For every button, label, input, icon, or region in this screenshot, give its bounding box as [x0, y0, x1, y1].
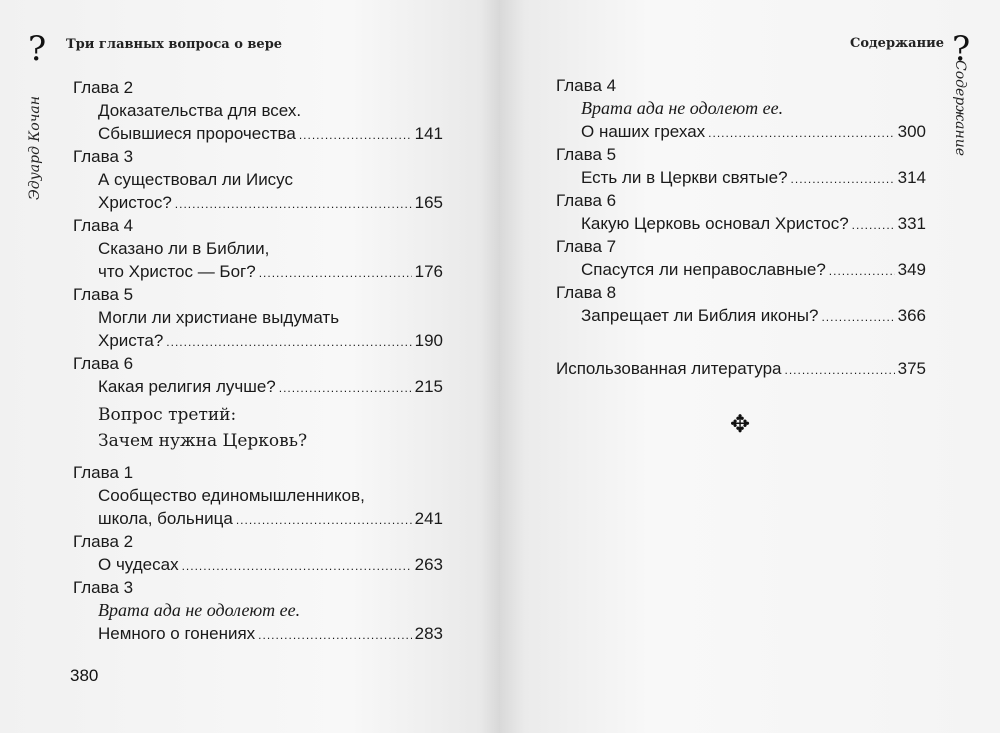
section-heading-line-1: Вопрос третий: — [98, 405, 237, 425]
toc-page-number: 165 — [414, 193, 443, 212]
toc-line — [581, 258, 926, 281]
toc-entry-title: Использованная литература — [556, 359, 782, 378]
ornament-icon: ✥ — [730, 410, 751, 438]
toc-entry-title: Христос? — [98, 193, 172, 212]
toc-line — [98, 375, 443, 398]
toc-line — [98, 306, 443, 329]
leader-dots — [166, 329, 411, 354]
toc-page-number: 190 — [414, 331, 443, 350]
section-heading — [73, 402, 443, 454]
chapter-title: Глава 2 — [73, 78, 134, 97]
leader-dots — [785, 357, 895, 382]
running-head: Содержание — [850, 36, 945, 51]
toc-list — [73, 461, 443, 645]
leader-dots — [279, 375, 412, 400]
question-mark-icon: ? — [28, 29, 47, 69]
chapter-label — [556, 143, 926, 166]
chapter-title: Глава 5 — [556, 145, 617, 164]
toc-entry-title: Спасутся ли неправославные? — [581, 260, 826, 279]
toc-line — [98, 168, 443, 191]
leader-dots — [259, 260, 412, 285]
leader-dots — [852, 212, 895, 237]
toc-page-number: 314 — [897, 168, 926, 187]
toc-line — [98, 599, 443, 622]
chapter-title: Глава 3 — [73, 578, 134, 597]
chapter-title: Глава 6 — [73, 354, 134, 373]
chapter-title: Глава 4 — [73, 216, 134, 235]
toc-page-number: 215 — [414, 377, 443, 396]
leader-dots — [708, 120, 894, 145]
toc-list — [556, 74, 926, 327]
chapter-title: Глава 1 — [73, 463, 134, 482]
chapter-label — [73, 530, 443, 553]
toc-entry-title: Какую Церковь основал Христос? — [581, 214, 849, 233]
leader-dots — [175, 191, 412, 216]
chapter-label — [556, 235, 926, 258]
toc-page-number: 300 — [897, 122, 926, 141]
leader-dots — [829, 258, 895, 283]
toc-entry-title: Сбывшиеся пророчества — [98, 124, 296, 143]
toc-page-number: 263 — [414, 555, 443, 574]
toc-line — [98, 329, 443, 352]
page-number: 380 — [70, 666, 99, 685]
chapter-label — [73, 283, 443, 306]
toc-entry-title: Врата ада не одолеют ее. — [98, 600, 301, 620]
chapter-label — [73, 461, 443, 484]
toc-list — [73, 76, 443, 398]
toc-page-number: 375 — [897, 359, 926, 378]
toc-page-number: 176 — [414, 262, 443, 281]
toc-line — [581, 304, 926, 327]
chapter-title: Глава 4 — [556, 76, 617, 95]
toc-line — [98, 191, 443, 214]
leader-dots — [182, 553, 412, 578]
chapter-title: Глава 2 — [73, 532, 134, 551]
toc-entry-title: О чудесах — [98, 555, 179, 574]
chapter-title: Глава 5 — [73, 285, 134, 304]
toc-line — [98, 507, 443, 530]
toc-entry-title: школа, больница — [98, 509, 233, 528]
toc-entry-title: Доказательства для всех. — [98, 101, 302, 120]
chapter-label — [556, 74, 926, 97]
toc-entry-title: О наших грехах — [581, 122, 706, 141]
toc-line — [98, 484, 443, 507]
toc-page-number: 349 — [897, 260, 926, 279]
chapter-label — [556, 281, 926, 304]
chapter-title: Глава 7 — [556, 237, 617, 256]
toc-line — [98, 260, 443, 283]
toc-entry-title: что Христос — Бог? — [98, 262, 256, 281]
chapter-label — [73, 214, 443, 237]
chapter-label — [556, 189, 926, 212]
toc-entry-title: А существовал ли Иисус — [98, 170, 293, 189]
toc-line — [581, 212, 926, 235]
chapter-title: Глава 8 — [556, 283, 617, 302]
toc-entry-title: Немного о гонениях — [98, 624, 256, 643]
chapter-label — [73, 352, 443, 375]
running-head: Три главных вопроса о вере — [66, 37, 283, 52]
leader-dots — [821, 304, 894, 329]
question-mark-icon: ? — [952, 29, 971, 69]
toc-line — [98, 622, 443, 645]
chapter-label — [73, 145, 443, 168]
toc-entry-title: Есть ли в Церкви святые? — [581, 168, 788, 187]
section-heading-line-2: Зачем нужна Церковь? — [98, 431, 308, 451]
toc-line — [581, 166, 926, 189]
toc-page-number: 331 — [897, 214, 926, 233]
bibliography-entry — [556, 357, 926, 380]
toc-page-number: 241 — [414, 509, 443, 528]
side-title: Содержание — [952, 59, 968, 157]
toc-line — [581, 97, 926, 120]
toc-line — [556, 357, 926, 380]
toc-line — [581, 120, 926, 143]
chapter-label — [73, 576, 443, 599]
leader-dots — [791, 166, 895, 191]
toc-entry-title: Врата ада не одолеют ее. — [581, 98, 784, 118]
toc-page-number: 366 — [897, 306, 926, 325]
toc-page-number: 283 — [414, 624, 443, 643]
toc-page-number: 141 — [414, 124, 443, 143]
side-author: Эдуард Кочан — [27, 96, 43, 200]
chapter-title: Глава 6 — [556, 191, 617, 210]
toc-line — [98, 122, 443, 145]
toc-entry-title: Могли ли христиане выдумать — [98, 308, 340, 327]
toc-entry-title: Христа? — [98, 331, 164, 350]
leader-dots — [236, 507, 412, 532]
toc-line — [98, 237, 443, 260]
toc-entry-title: Какая религия лучше? — [98, 377, 276, 396]
toc-line — [98, 553, 443, 576]
toc-entry-title: Сообщество единомышленников, — [98, 486, 365, 505]
chapter-label — [73, 76, 443, 99]
right-page — [500, 0, 1000, 733]
chapter-title: Глава 3 — [73, 147, 134, 166]
toc-entry-title: Запрещает ли Библия иконы? — [581, 306, 819, 325]
toc-entry-title: Сказано ли в Библии, — [98, 239, 270, 258]
leader-dots — [299, 122, 412, 147]
toc-line — [98, 99, 443, 122]
leader-dots — [258, 622, 411, 647]
